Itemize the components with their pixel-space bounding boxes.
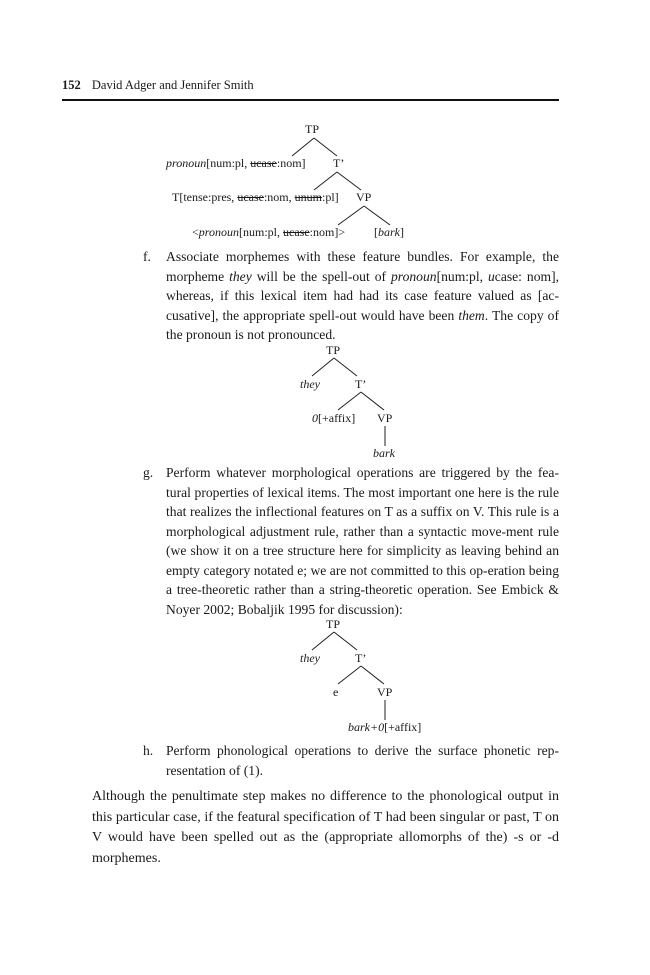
tree-1-pronoun-head: pronoun [166, 156, 207, 170]
body-paragraph: Although the penultimate step makes no difference to the phonological output in this particular case, if the featural specification of T had been singular or past, T on V would have been spelled out as the (appropriate allomorphs of the) -s or -d morphemes. [92, 789, 559, 866]
tree-1-checked-case: ucase [237, 190, 264, 204]
tree-3-tbar: T’ [355, 651, 367, 665]
text-run-italic: u [487, 268, 495, 284]
tree-2-affix: [+affix] [318, 411, 356, 425]
tree-2-they-word: they [300, 377, 320, 391]
step-text: Perform phonological operations to derive the surface phonetic rep-resentation of (1). [166, 743, 559, 778]
tree-1-t-feature: :nom, [263, 190, 295, 204]
tree-3-vp: VP [377, 685, 393, 699]
text-run: [num:pl, [436, 268, 488, 284]
text-run-italic: they [229, 268, 252, 284]
tree-3-they-word: they [300, 651, 320, 665]
tree-2-tbar: T’ [355, 377, 367, 391]
tree-2-vp: VP [377, 411, 393, 425]
text-run-italic: them [458, 307, 485, 323]
tree-1-verb-bracket: [ [374, 225, 378, 239]
tree-3-bark-word: bark+0 [348, 720, 385, 734]
tree-2-tp: TP [326, 343, 341, 357]
tree-1-verb-bracket: ] [400, 225, 404, 239]
tree-3-bark-affix [348, 720, 421, 734]
text-run: case: nom], whereas, if this lexical item had had its case feature valued as [ac-cusative], the appropriate spell-out would have been [166, 268, 560, 323]
tree-1-checked-case: ucase [250, 156, 277, 170]
tree-1-verb-word: bark [378, 225, 400, 239]
tree-1-pronoun-feature: :nom] [276, 156, 306, 170]
tree-1-tbar: T’ [333, 156, 345, 170]
tree-3-affix: [+affix] [384, 720, 422, 734]
tree-1-checked-case: ucase [283, 225, 310, 239]
tree-2-bark-word: bark [373, 446, 395, 460]
text-run: will be the spell-out of [251, 268, 391, 284]
tree-1-t-feature: T[tense:pres, [172, 190, 238, 204]
page-number: 152 [62, 78, 81, 92]
tree-1-pronoun-feature: [num:pl, [206, 156, 251, 170]
step-label: h. [143, 743, 154, 758]
step-label: f. [143, 249, 151, 264]
author-names: David Adger and Jennifer Smith [91, 78, 254, 92]
tree-3-empty-category: e [333, 685, 339, 699]
step-label: g. [143, 465, 154, 480]
step-h [143, 741, 559, 780]
text-run: . The copy of the pronoun is not pronounced. [166, 307, 560, 342]
tree-3-they [300, 651, 320, 665]
tree-1-tp: TP [305, 122, 320, 136]
tree-2-zero: 0 [312, 411, 318, 425]
tree-1-copy-bracket: < [192, 225, 199, 239]
tree-3-tp: TP [326, 617, 341, 631]
text-run-italic: pronoun [391, 268, 437, 284]
tree-1-t-feature: :pl] [321, 190, 339, 204]
tree-1-copy-feature: :nom]> [309, 225, 346, 239]
step-text: Perform whatever morphological operations are triggered by the fea-tural properties of lexical items. The most important one here is the rule that realizes the inflectional features on T as a suffix on V. This rule is a morphological adjustment rule, rather than a syntactic move-ment rule (we show it on a tree structure here for simplicity as leaving behind an empty category notated e; we are not committed to this op-eration being a tree-theoretic rather than a string-theoretic operation. See Embick & Noyer 2002; Bobaljik 1995 for discussion): [166, 465, 559, 617]
tree-1-copy-head: pronoun [198, 225, 240, 239]
text-run: Associate morphemes with these feature bundles. For example, the morpheme [166, 249, 559, 284]
tree-1-vp: VP [356, 190, 372, 204]
tree-1-checked-num: unum [294, 190, 322, 204]
tree-1-copy-feature: [num:pl, [239, 225, 284, 239]
